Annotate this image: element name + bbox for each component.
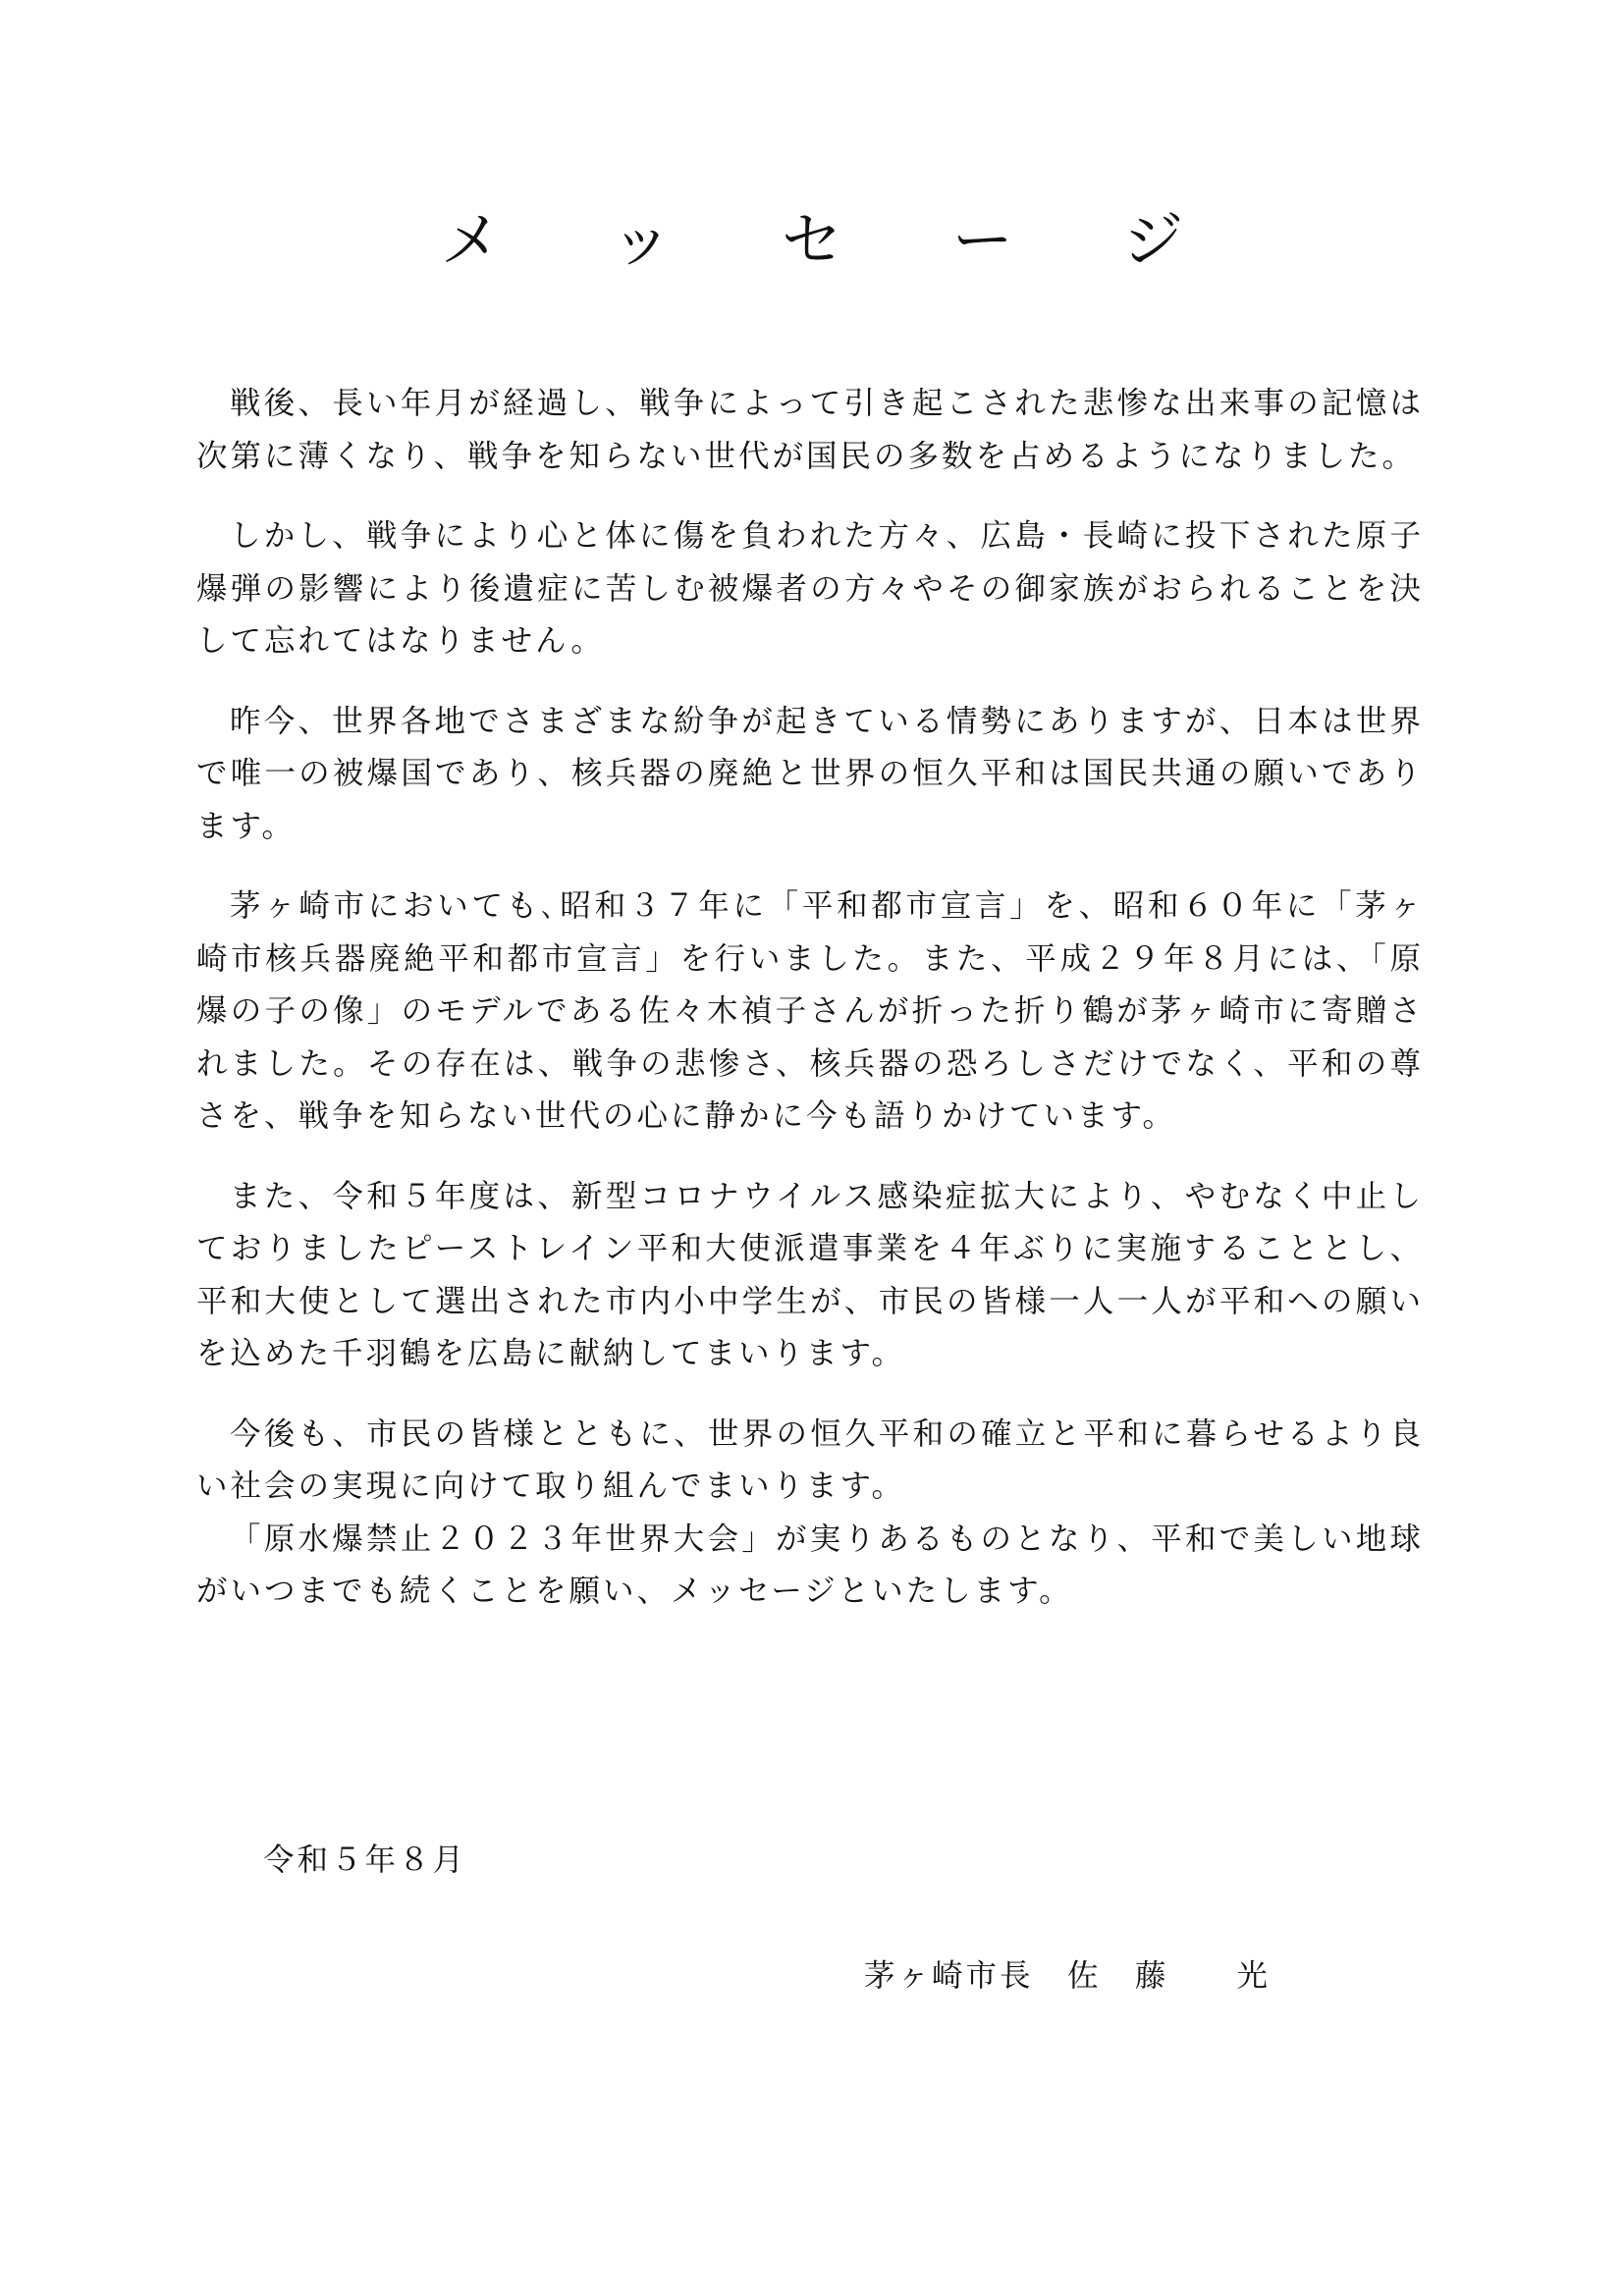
paragraph-4: 茅ヶ崎市においても､昭和３７年に「平和都市宣言」を、昭和６０年に「茅ヶ崎市核兵器廃絶平和都市宣言」を行いました。また、平成２９年８月には、「原爆の子の像」のモデルである佐々木禎子さんが折った折り鶴が茅ヶ崎市に寄贈されました。その存在は、戦争の悲惨さ、核兵器の恐ろしさだけでなく、平和の尊さを、戦争を知らない世代の心に静かに今も語りかけています。 bbox=[196, 888, 1424, 1134]
paragraph-2: しかし、戦争により心と体に傷を負われた方々、広島・長崎に投下された原子爆弾の影響により後遺症に苦しむ被爆者の方々やその御家族がおられることを決して忘れてはなりません。 bbox=[196, 518, 1424, 659]
paragraph-6: 今後も、市民の皆様とともに、世界の恒久平和の確立と平和に暮らせるより良い社会の実現に向けて取り組んでまいります。 bbox=[196, 1415, 1424, 1504]
paragraph-3: 昨今、世界各地でさまざまな紛争が起きている情勢にありますが、日本は世界で唯一の被爆国であり、核兵器の廃絶と世界の恒久平和は国民共通の願いであります。 bbox=[196, 703, 1424, 844]
paragraph-1: 戦後、長い年月が経過し、戦争によって引き起こされた悲惨な出来事の記憶は次第に薄くなり、戦争を知らない世代が国民の多数を占めるようになりました。 bbox=[196, 386, 1424, 474]
signature: 茅ヶ崎市長 佐 藤 光 bbox=[864, 1958, 1272, 1994]
paragraph-5: また、令和５年度は、新型コロナウイルス感染症拡大により、やむなく中止しておりましたピーストレイン平和大使派遣事業を４年ぶりに実施することとし、平和大使として選出された市内小中学生が、市民の皆様一人一人が平和への願いを込めた千羽鶴を広島に献納してまいります。 bbox=[196, 1178, 1424, 1371]
message-body bbox=[196, 378, 1424, 1646]
paragraph-7: 「原水爆禁止２０２３年世界大会」が実りあるものとなり、平和で美しい地球がいつまでも続くことを願い、メッセージといたします。 bbox=[196, 1521, 1424, 1609]
document-date: 令和５年８月 bbox=[263, 1842, 467, 1878]
document-title: メ ッ セ ー ジ bbox=[440, 204, 1229, 276]
